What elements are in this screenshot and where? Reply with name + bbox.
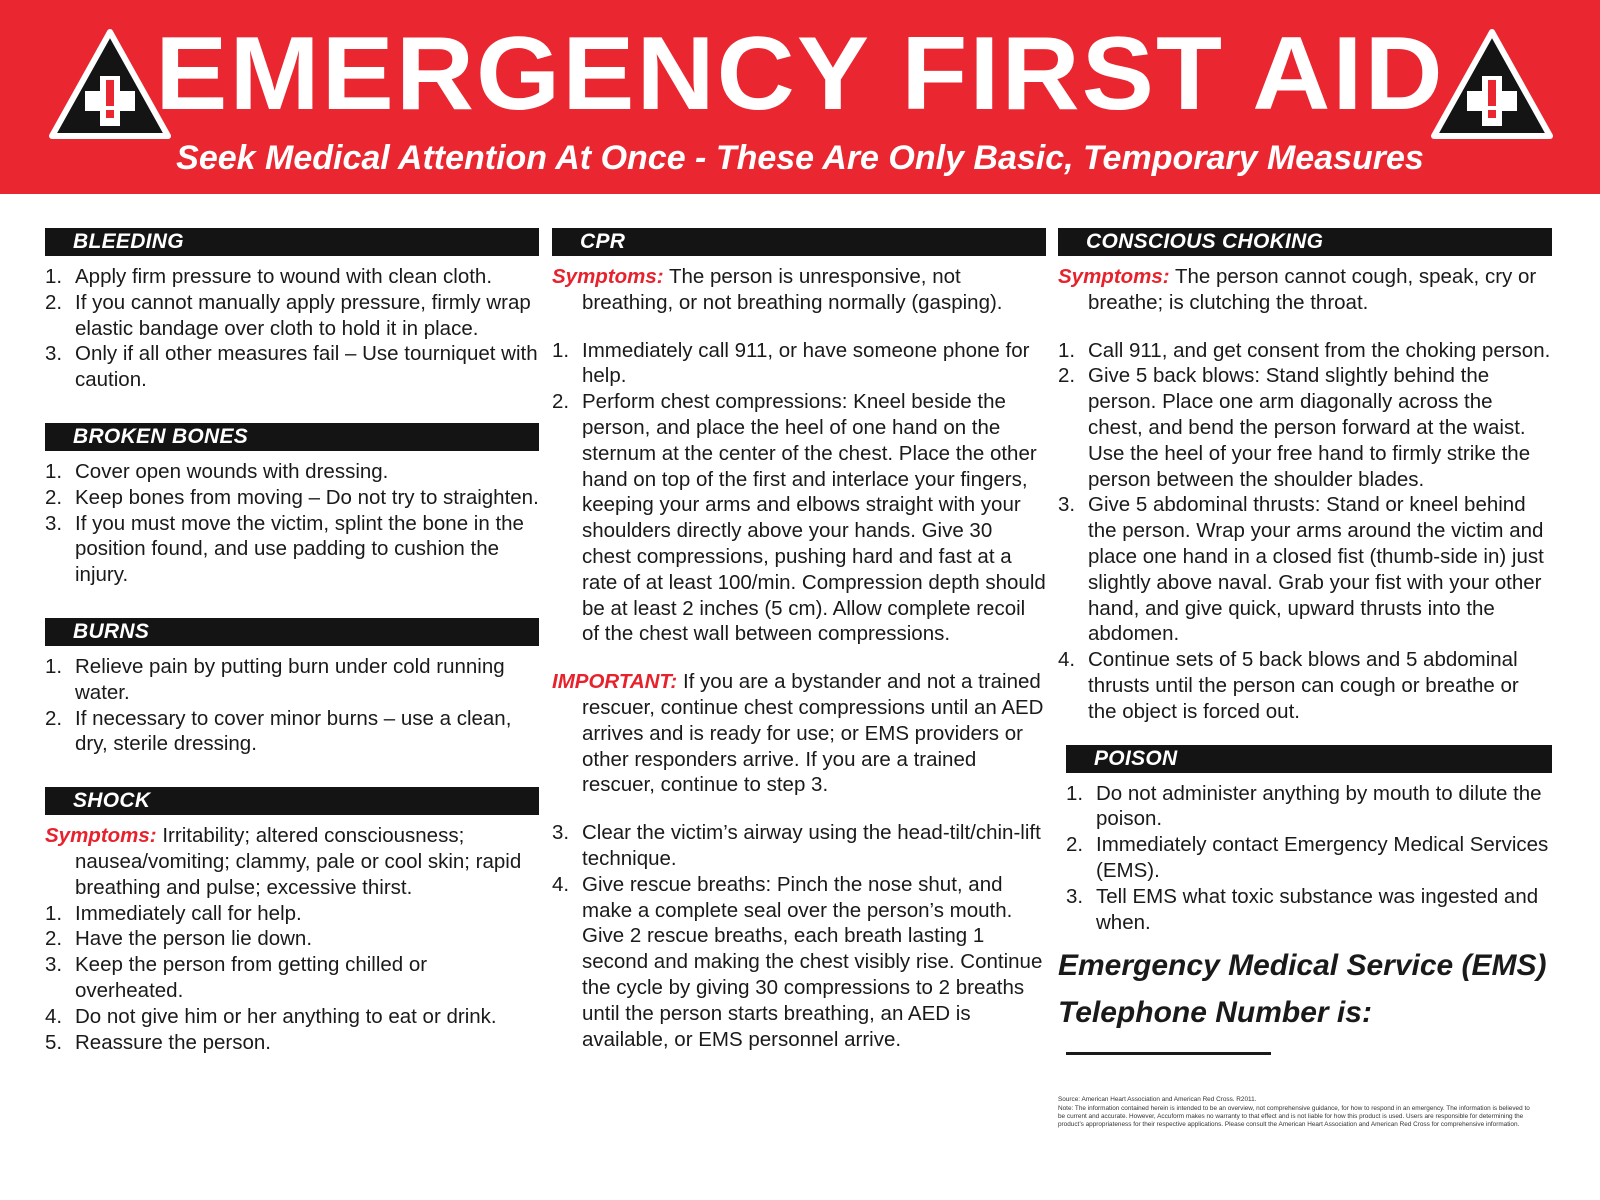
section-heading: CONSCIOUS CHOKING bbox=[1058, 228, 1552, 256]
list-item: 3. If you must move the victim, splint the bone in the position found, and use padding to cushion the injury. bbox=[45, 511, 524, 587]
list-item: 1. Apply firm pressure to wound with clean cloth. bbox=[45, 265, 493, 288]
list-item: 1. Relieve pain by putting burn under cold running water. bbox=[45, 654, 505, 704]
list-item: 1. Call 911, and get consent from the choking person. bbox=[1058, 338, 1551, 362]
steps-list bbox=[552, 820, 1046, 1052]
important-label: IMPORTANT: bbox=[552, 670, 678, 694]
list-item: 4. Continue sets of 5 back blows and 5 abdominal thrusts until the person can cough or breathe or the object is forced out. bbox=[1058, 648, 1519, 723]
phone-number-blank bbox=[1066, 1030, 1271, 1055]
symptoms: Symptoms: Irritability; altered consciousness; nausea/vomiting; clammy, pale or cool skin; rapid breathing and pulse; excessive thirst. 1. Immediately call for help. 2. Have the person lie down. 3. Keep the person from getting chilled or overheated. 4. Do not give him or her anything to eat or drink. 5. Reassure the person. bbox=[45, 823, 539, 1055]
footer-note: Note: The information contained herein is intended to be an overview, not comprehensive guidance, for how to respond in an emergency. The information is believed to be current and accurate. However, Accuform makes no warranty to that effect and is not liable for how this product is used. Users are responsible for determining the product’s appropriateness for their respective applications. Please consult the American Heart Association and American Red Cross for comprehensive information. bbox=[1058, 1104, 1530, 1128]
list-item: 1. Immediately call 911, or have someone phone for help. bbox=[552, 338, 1030, 388]
steps-list bbox=[45, 654, 539, 757]
steps-list bbox=[1066, 781, 1552, 936]
list-item: 2. Perform chest compressions: Kneel beside the person, and place the heel of one hand on the sternum at the center of the chest. Place the other hand on top of the first and interlace your fingers, keeping your arms and elbows straight with your shoulders directly above your hands. Give 30 chest compressions, pushing hard and fast at a rate of at least 100/min. Compression depth should be at least 2 inches (5 cm). Allow complete recoil of the chest wall between compressions. bbox=[552, 390, 1046, 646]
list-item: 2. Keep bones from moving – Do not try to straighten. bbox=[45, 485, 539, 509]
steps-list bbox=[1058, 338, 1552, 725]
list-item: 2. Immediately contact Emergency Medical Services (EMS). bbox=[1066, 833, 1549, 882]
list-item: 1. Immediately call for help. bbox=[45, 901, 302, 925]
warning-triangle-first-aid-icon bbox=[1430, 28, 1554, 140]
column-middle bbox=[552, 228, 1046, 1052]
list-item: 2. Give 5 back blows: Stand slightly behind the person. Place one arm diagonally across the chest, and bend the person forward at the waist. Use the heel of your free hand to firmly strike the person between the shoulder blades. bbox=[1058, 364, 1531, 491]
important-note: IMPORTANT: If you are a bystander and not a trained rescuer, continue chest compressions until an AED arrives and is ready for use; or EMS providers or other responders arrive. If you are a trained rescuer, continue to step 3. bbox=[552, 670, 1044, 797]
page-title: EMERGENCY FIRST AID bbox=[155, 16, 1445, 132]
list-item: 2. If you cannot manually apply pressure, firmly wrap elastic bandage over cloth to hold it in place. bbox=[45, 290, 531, 340]
section-heading: POISON bbox=[1066, 745, 1552, 773]
list-item: 3. Clear the victim’s airway using the head-tilt/chin-lift technique. bbox=[552, 821, 1041, 870]
list-item: 5. Reassure the person. bbox=[45, 1030, 272, 1054]
ems-phone-line: Telephone Number is: bbox=[1058, 996, 1552, 1062]
symptoms-label: Symptoms: bbox=[1058, 265, 1170, 288]
list-item: 2. If necessary to cover minor burns – use a clean, dry, sterile dressing. bbox=[45, 706, 512, 756]
list-item: 3. Give 5 abdominal thrusts: Stand or kneel behind the person. Wrap your arms around the victim and place one hand in a closed fist (thumb-side in) just slightly above naval. Grab your fist with your other hand, and give quick, upward thrusts into the abdomen. bbox=[1058, 493, 1544, 646]
section-bleeding bbox=[45, 228, 539, 393]
section-poison bbox=[1066, 745, 1552, 936]
symptoms: Symptoms: The person cannot cough, speak, cry or breathe; is clutching the throat. bbox=[1058, 265, 1537, 314]
list-item: 3. Only if all other measures fail – Use tourniquet with caution. bbox=[45, 342, 538, 392]
list-item: 2. Have the person lie down. bbox=[45, 927, 313, 951]
list-item: 3. Keep the person from getting chilled or overheated. bbox=[45, 953, 428, 1002]
section-heading: BLEEDING bbox=[45, 228, 539, 256]
list-item: 3. Tell EMS what toxic substance was ingested and when. bbox=[1066, 884, 1539, 934]
steps-list bbox=[45, 264, 539, 393]
list-item: 4. Give rescue breaths: Pinch the nose shut, and make a complete seal over the person’s mouth. Give 2 rescue breaths, each breath lasting 1 second and making the chest visibly rise. Continue the cycle by giving 30 compressions to 2 breaths until the person starts breathing, an AED is available, or EMS personnel arrive. bbox=[552, 872, 1043, 1051]
symptoms-label: Symptoms: bbox=[552, 265, 664, 288]
section-heading: SHOCK bbox=[45, 787, 539, 815]
ems-line: Emergency Medical Service (EMS) bbox=[1058, 949, 1547, 983]
page-subtitle: Seek Medical Attention At Once - These Are Only Basic, Temporary Measures bbox=[176, 139, 1424, 177]
header-banner bbox=[0, 0, 1600, 194]
column-left bbox=[45, 228, 539, 1055]
list-item: 1. Do not administer anything by mouth to dilute the poison. bbox=[1066, 781, 1542, 831]
column-right bbox=[1058, 228, 1552, 1129]
section-conscious-choking bbox=[1058, 228, 1552, 725]
section-shock bbox=[45, 787, 539, 1055]
steps-list bbox=[45, 459, 539, 588]
steps-list bbox=[45, 901, 539, 1056]
list-item: 1. Cover open wounds with dressing. bbox=[45, 459, 389, 483]
section-heading: BURNS bbox=[45, 618, 539, 646]
section-cpr bbox=[552, 228, 1046, 1052]
symptoms: Symptoms: The person is unresponsive, not breathing, or not breathing normally (gasping). bbox=[552, 265, 1003, 314]
section-heading: CPR bbox=[552, 228, 1046, 256]
list-item: 4. Do not give him or her anything to eat or drink. bbox=[45, 1004, 497, 1028]
steps-list bbox=[552, 338, 1046, 648]
section-heading: BROKEN BONES bbox=[45, 423, 539, 451]
section-broken-bones bbox=[45, 423, 539, 588]
symptoms-label: Symptoms: bbox=[45, 824, 157, 848]
footer-source: Source: American Heart Association and American Red Cross. R2011. bbox=[1058, 1096, 1257, 1104]
section-burns bbox=[45, 618, 539, 757]
